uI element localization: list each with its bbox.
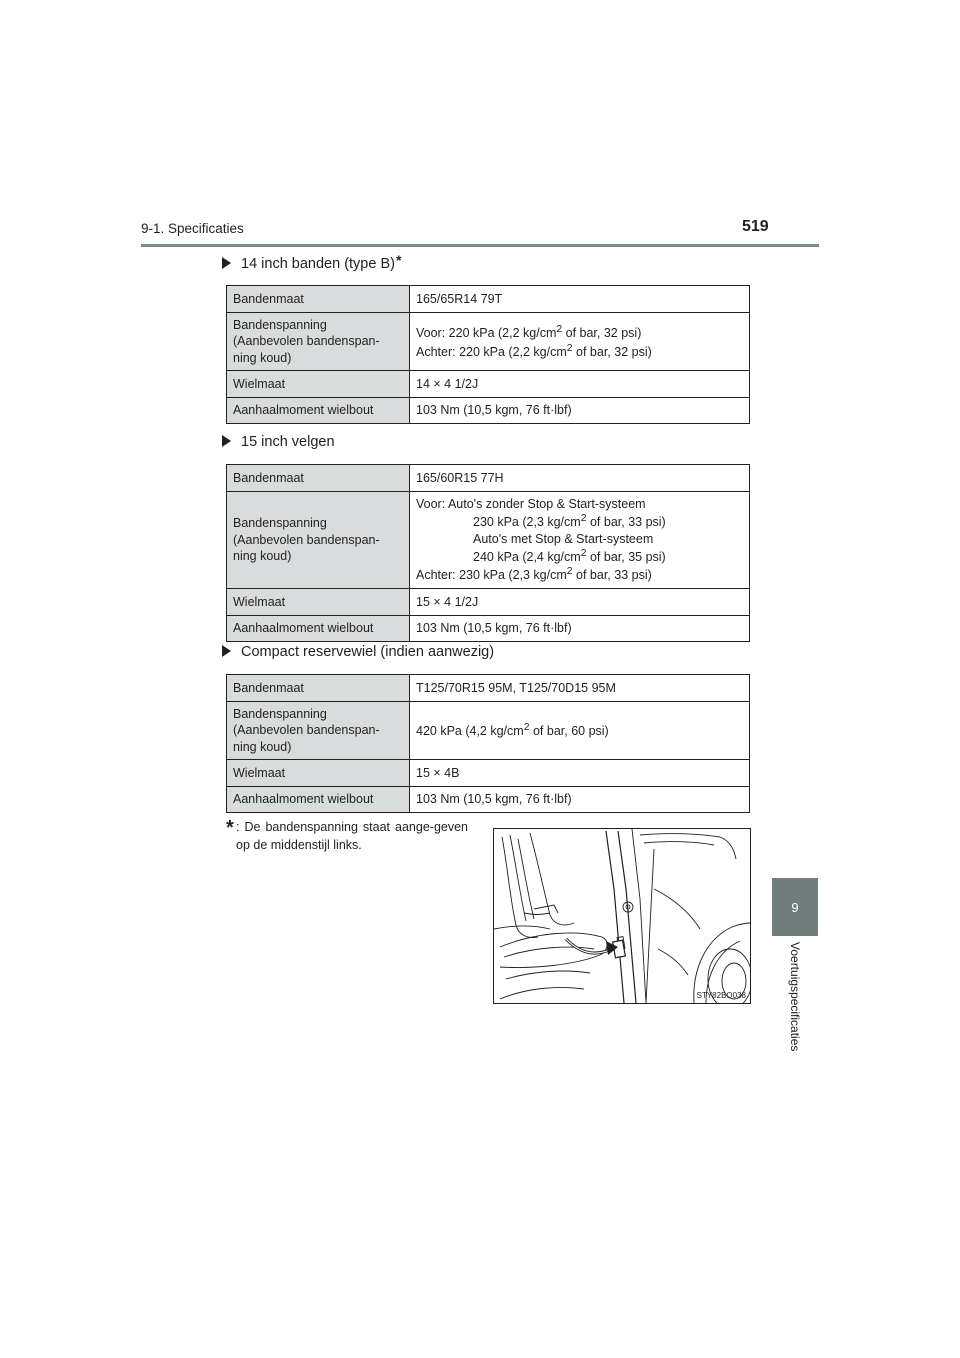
- car-door-pillar-icon: [494, 829, 750, 1003]
- table-row: [227, 588, 750, 615]
- row-label: Wielmaat: [227, 760, 410, 787]
- row-value: 420 kPa (4,2 $kg/cm^2$ of bar, 60 psi): [410, 702, 750, 760]
- triangle-bullet-icon: [222, 645, 231, 657]
- row-value: 15 × 4 1/2J: [410, 588, 750, 615]
- chapter-title-vertical: [772, 942, 818, 1072]
- chapter-tab: [772, 878, 818, 936]
- heading-compact-spare: [222, 644, 494, 660]
- table-row: [227, 702, 750, 760]
- table-row: [227, 371, 750, 398]
- page-number: 519: [742, 218, 769, 235]
- spec-table-14-inch: [226, 285, 750, 424]
- footnote: [226, 818, 468, 854]
- table-row: [227, 675, 750, 702]
- row-label: Bandenmaat: [227, 465, 410, 492]
- spec-table-compact-spare: [226, 674, 750, 813]
- heading-text: Compact reservewiel (indien aanwezig): [241, 644, 495, 660]
- row-value: 165/60R15 77H: [410, 465, 750, 492]
- row-value: Voor: Auto's zonder Stop & Start-systeem 230 kPa (2,3 $kg/cm^2$ of bar, 33 psi) Auto's met Stop & Start-systeem 240 kPa (2,4 $kg/cm^2$ of bar, 35 psi) Achter: 230 kPa (2,3 $kg/cm^2$ of bar, 33 psi): [410, 492, 750, 589]
- row-label: Bandenspanning (Aanbevolen bandenspan- ning koud): [227, 313, 410, 371]
- chapter-title: Voertuigspecificaties: [788, 942, 802, 1052]
- footnote-mark: *: [226, 817, 234, 839]
- header-rule: [141, 244, 819, 247]
- row-value: 14 × 4 1/2J: [410, 371, 750, 398]
- row-value: 165/65R14 79T: [410, 286, 750, 313]
- table-row: [227, 615, 750, 641]
- row-label: Bandenspanning (Aanbevolen bandenspan- ning koud): [227, 492, 410, 589]
- figure-code: STY82BO038: [696, 991, 746, 1000]
- row-value: 15 × 4B: [410, 760, 750, 787]
- pillar-label-illustration: [493, 828, 751, 1004]
- heading-15-inch: [222, 434, 335, 450]
- triangle-bullet-icon: [222, 435, 231, 447]
- row-label: Aanhaalmoment wielbout: [227, 787, 410, 813]
- row-label: Aanhaalmoment wielbout: [227, 615, 410, 641]
- chapter-number: 9: [791, 899, 799, 915]
- table-row: [227, 760, 750, 787]
- footnote-text: : De bandenspanning staat aange-geven op de middenstijl links.: [236, 820, 468, 853]
- row-value: Voor: 220 kPa (2,2 $kg/cm^2$ of bar, 32 psi) Achter: 220 kPa (2,2 $kg/cm^2$ of bar, 32 psi): [410, 313, 750, 371]
- table-row: [227, 492, 750, 589]
- heading-14-inch: [222, 252, 402, 272]
- table-row: [227, 398, 750, 424]
- table-row: [227, 787, 750, 813]
- row-value: 103 Nm (10,5 kgm, 76 ft·lbf): [410, 615, 750, 641]
- row-label: Wielmaat: [227, 371, 410, 398]
- row-label: Aanhaalmoment wielbout: [227, 398, 410, 424]
- table-row: [227, 465, 750, 492]
- spec-table-15-inch: [226, 464, 750, 642]
- heading-text: 15 inch velgen: [241, 434, 335, 450]
- row-label: Bandenmaat: [227, 675, 410, 702]
- section-title: 9-1. Specificaties: [141, 221, 244, 236]
- row-value: T125/70R15 95M, T125/70D15 95M: [410, 675, 750, 702]
- table-row: [227, 286, 750, 313]
- row-value: 103 Nm (10,5 kgm, 76 ft·lbf): [410, 787, 750, 813]
- row-label: Bandenspanning (Aanbevolen bandenspan- ning koud): [227, 702, 410, 760]
- row-label: Bandenmaat: [227, 286, 410, 313]
- heading-text: 14 inch banden (type B): [241, 256, 395, 272]
- row-label: Wielmaat: [227, 588, 410, 615]
- triangle-bullet-icon: [222, 257, 231, 269]
- table-row: [227, 313, 750, 371]
- row-value: 103 Nm (10,5 kgm, 76 ft·lbf): [410, 398, 750, 424]
- heading-footnote-mark: *: [395, 252, 402, 268]
